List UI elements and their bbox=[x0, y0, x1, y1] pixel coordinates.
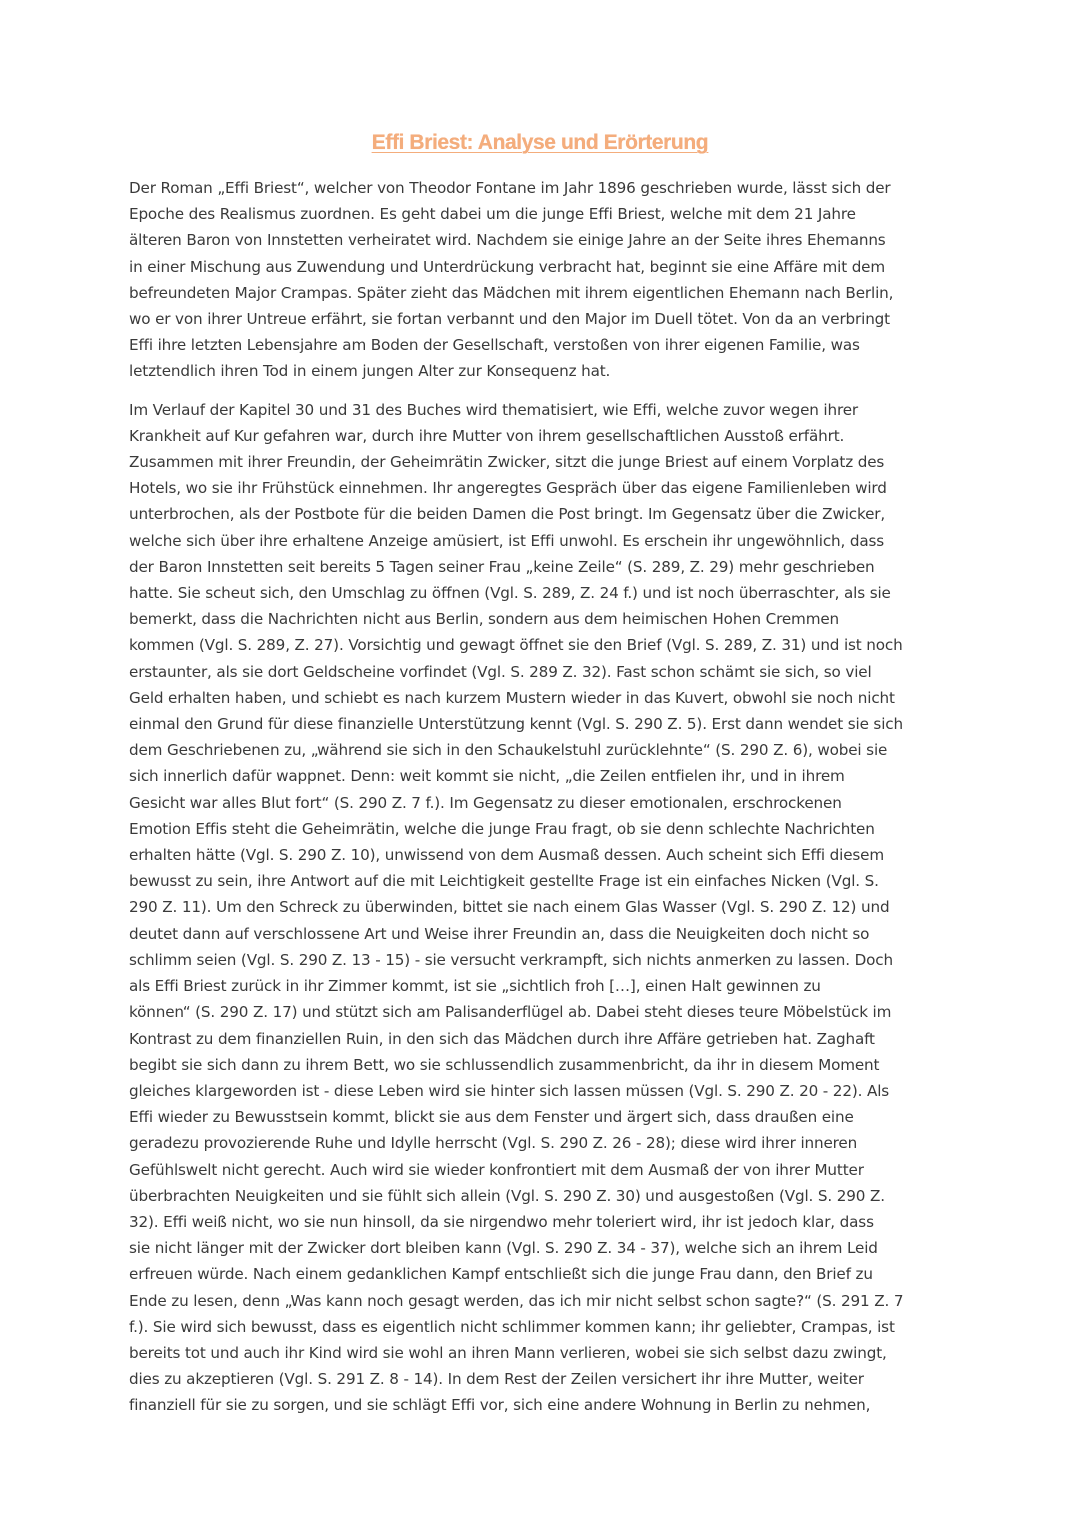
text-line: bereits tot und auch ihr Kind wird sie wohl an ihren Mann verlieren, wobei sie sich selbst dazu zwingt, bbox=[129, 1343, 887, 1362]
text-line: finanziell für sie zu sorgen, und sie schlägt Effi vor, sich eine andere Wohnung in Berlin zu nehmen, bbox=[129, 1396, 871, 1415]
text-line: können“ (S. 290 Z. 17) und stützt sich am Palisanderflügel ab. Dabei steht dieses teure Möbelstück im bbox=[129, 1003, 892, 1022]
text-line: einmal den Grund für diese finanzielle Unterstützung kennt (Vgl. S. 290 Z. 5). Erst dann wendet sie sich bbox=[129, 715, 903, 734]
text-line: Gesicht war alles Blut fort“ (S. 290 Z. 7 f.). Im Gegensatz zu dieser emotionalen, erschrockenen bbox=[129, 793, 842, 812]
paragraph bbox=[129, 175, 953, 385]
text-line: bemerkt, dass die Nachrichten nicht aus Berlin, sondern aus dem heimischen Hohen Cremmen bbox=[129, 610, 840, 629]
text-line: befreundeten Major Crampas. Später zieht das Mädchen mit ihrem eigentlichen Ehemann nach Berlin, bbox=[129, 283, 894, 302]
text-line: gleiches klargeworden ist - diese Leben wird sie hinter sich lassen müssen (Vgl. S. 290 Z. 20 - 22). Als bbox=[129, 1081, 890, 1100]
text-line: Im Verlauf der Kapitel 30 und 31 des Buches wird thematisiert, wie Effi, welche zuvor wegen ihrer bbox=[129, 400, 859, 419]
paragraph bbox=[129, 397, 953, 1419]
text-line: sie nicht länger mit der Zwicker dort bleiben kann (Vgl. S. 290 Z. 34 - 37), welche sich an ihrem Leid bbox=[129, 1239, 878, 1258]
text-line: erhalten hätte (Vgl. S. 290 Z. 10), unwissend von dem Ausmaß dessen. Auch scheint sich Effi diesem bbox=[129, 846, 885, 865]
text-line: Geld erhalten haben, und schiebt es nach kurzem Mustern wieder in das Kuvert, obwohl sie noch nicht bbox=[129, 688, 895, 707]
text-line: kommen (Vgl. S. 289, Z. 27). Vorsichtig und gewagt öffnet sie den Brief (Vgl. S. 289, Z. 31) und ist noch bbox=[129, 636, 903, 655]
text-line: wo er von ihrer Untreue erfährt, sie fortan verbannt und den Major im Duell tötet. Von da an verbringt bbox=[129, 310, 890, 329]
text-line: letztendlich ihren Tod in einem jungen Alter zur Konsequenz hat. bbox=[129, 362, 611, 381]
text-line: Effi ihre letzten Lebensjahre am Boden der Gesellschaft, verstoßen von ihrer eigenen Familie, was bbox=[129, 336, 860, 355]
text-line: Gefühlswelt nicht gerecht. Auch wird sie wieder konfrontiert mit dem Ausmaß der von ihrer Mutter bbox=[129, 1160, 864, 1179]
text-line: 290 Z. 11). Um den Schreck zu überwinden, bittet sie nach einem Glas Wasser (Vgl. S. 290 Z. 12) und bbox=[129, 898, 890, 917]
document-body bbox=[129, 175, 953, 1431]
text-line: Der Roman „Effi Briest“, welcher von Theodor Fontane im Jahr 1896 geschrieben wurde, lässt sich der bbox=[129, 179, 891, 197]
text-line: Hotels, wo sie ihr Frühstück einnehmen. Ihr angeregtes Gespräch über das eigene Familienleben wird bbox=[129, 479, 887, 498]
text-line: dies zu akzeptieren (Vgl. S. 291 Z. 8 - 14). In dem Rest der Zeilen versichert ihr ihre Mutter, weiter bbox=[129, 1370, 864, 1389]
text-line: überbrachten Neuigkeiten und sie fühlt sich allein (Vgl. S. 290 Z. 30) und ausgestoßen (Vgl. S. 290 Z. bbox=[129, 1186, 885, 1205]
text-line: Ende zu lesen, denn „Was kann noch gesagt werden, das ich mir nicht selbst schon sagte?“ (S. 291 Z. 7 bbox=[129, 1291, 904, 1310]
text-line: in einer Mischung aus Zuwendung und Unterdrückung verbracht hat, beginnt sie eine Affäre mit dem bbox=[129, 257, 886, 276]
text-line: sich innerlich dafür wappnet. Denn: weit kommt sie nicht, „die Zeilen entfielen ihr, und in ihrem bbox=[129, 767, 845, 786]
text-line: deutet dann auf verschlossene Art und Weise ihrer Freundin an, dass die Neuigkeiten doch nicht so bbox=[129, 924, 870, 943]
text-line: Effi wieder zu Bewusstsein kommt, blickt sie aus dem Fenster und ärgert sich, dass draußen eine bbox=[129, 1108, 854, 1127]
text-line: welche sich über ihre erhaltene Anzeige amüsiert, ist Effi unwohl. Es erschein ihr ungewöhnlich, dass bbox=[129, 531, 885, 550]
text-line: Kontrast zu dem finanziellen Ruin, in den sich das Mädchen durch ihre Affäre getrieben hat. Zaghaft bbox=[129, 1029, 875, 1048]
text-line: Emotion Effis steht die Geheimrätin, welche die junge Frau fragt, ob sie denn schlechte Nachrichten bbox=[129, 819, 875, 838]
text-line: älteren Baron von Innstetten verheiratet wird. Nachdem sie einige Jahre an der Seite ihres Ehemanns bbox=[129, 231, 886, 250]
text-line: als Effi Briest zurück in ihr Zimmer kommt, ist sie „sichtlich froh […], einen Halt gewinnen zu bbox=[129, 977, 821, 996]
text-line: erfreuen würde. Nach einem gedanklichen Kampf entschließt sich die junge Frau dann, den Brief zu bbox=[129, 1265, 873, 1284]
text-line: Epoche des Realismus zuordnen. Es geht dabei um die junge Effi Briest, welche mit dem 21 Jahre bbox=[129, 205, 856, 224]
text-line: Zusammen mit ihrer Freundin, der Geheimrätin Zwicker, sitzt die junge Briest auf einem Vorplatz des bbox=[129, 453, 885, 472]
text-line: hatte. Sie scheut sich, den Umschlag zu öffnen (Vgl. S. 289, Z. 24 f.) und ist noch überraschter, als sie bbox=[129, 584, 891, 603]
text-line: Krankheit auf Kur gefahren war, durch ihre Mutter von ihrem gesellschaftlichen Ausstoß erfährt. bbox=[129, 426, 845, 445]
text-line: unterbrochen, als der Postbote für die beiden Damen die Post bringt. Im Gegensatz über die Zwicker, bbox=[129, 505, 886, 524]
document-title: Effi Briest: Analyse und Erörterung bbox=[371, 131, 709, 154]
text-line: erstaunter, als sie dort Geldscheine vorfindet (Vgl. S. 289 Z. 32). Fast schon schämt sie sich, so viel bbox=[129, 662, 872, 681]
text-line: geradezu provozierende Ruhe und Idylle herrscht (Vgl. S. 290 Z. 26 - 28); diese wird ihrer inneren bbox=[129, 1134, 858, 1153]
text-line: begibt sie sich dann zu ihrem Bett, wo sie schlussendlich zusammenbricht, da ihr in diesem Moment bbox=[129, 1055, 880, 1074]
text-line: der Baron Innstetten seit bereits 5 Tagen seiner Frau „keine Zeile“ (S. 289, Z. 29) mehr geschrieben bbox=[129, 557, 875, 576]
text-line: f.). Sie wird sich bewusst, dass es eigentlich nicht schlimmer kommen kann; ihr geliebter, Crampas, ist bbox=[129, 1317, 895, 1336]
text-line: dem Geschriebenen zu, „während sie sich in den Schaukelstuhl zurücklehnte“ (S. 290 Z. 6), wobei sie bbox=[129, 741, 888, 760]
text-line: bewusst zu sein, ihre Antwort auf die mit Leichtigkeit gestellte Frage ist ein einfaches Nicken (Vgl. S. bbox=[129, 872, 879, 891]
text-line: schlimm seien (Vgl. S. 290 Z. 13 - 15) - sie versucht verkrampft, sich nichts anmerken zu lassen. Doch bbox=[129, 950, 893, 969]
text-line: 32). Effi weiß nicht, wo sie nun hinsoll, da sie nirgendwo mehr toleriert wird, ihr ist jedoch klar, dass bbox=[129, 1212, 874, 1231]
